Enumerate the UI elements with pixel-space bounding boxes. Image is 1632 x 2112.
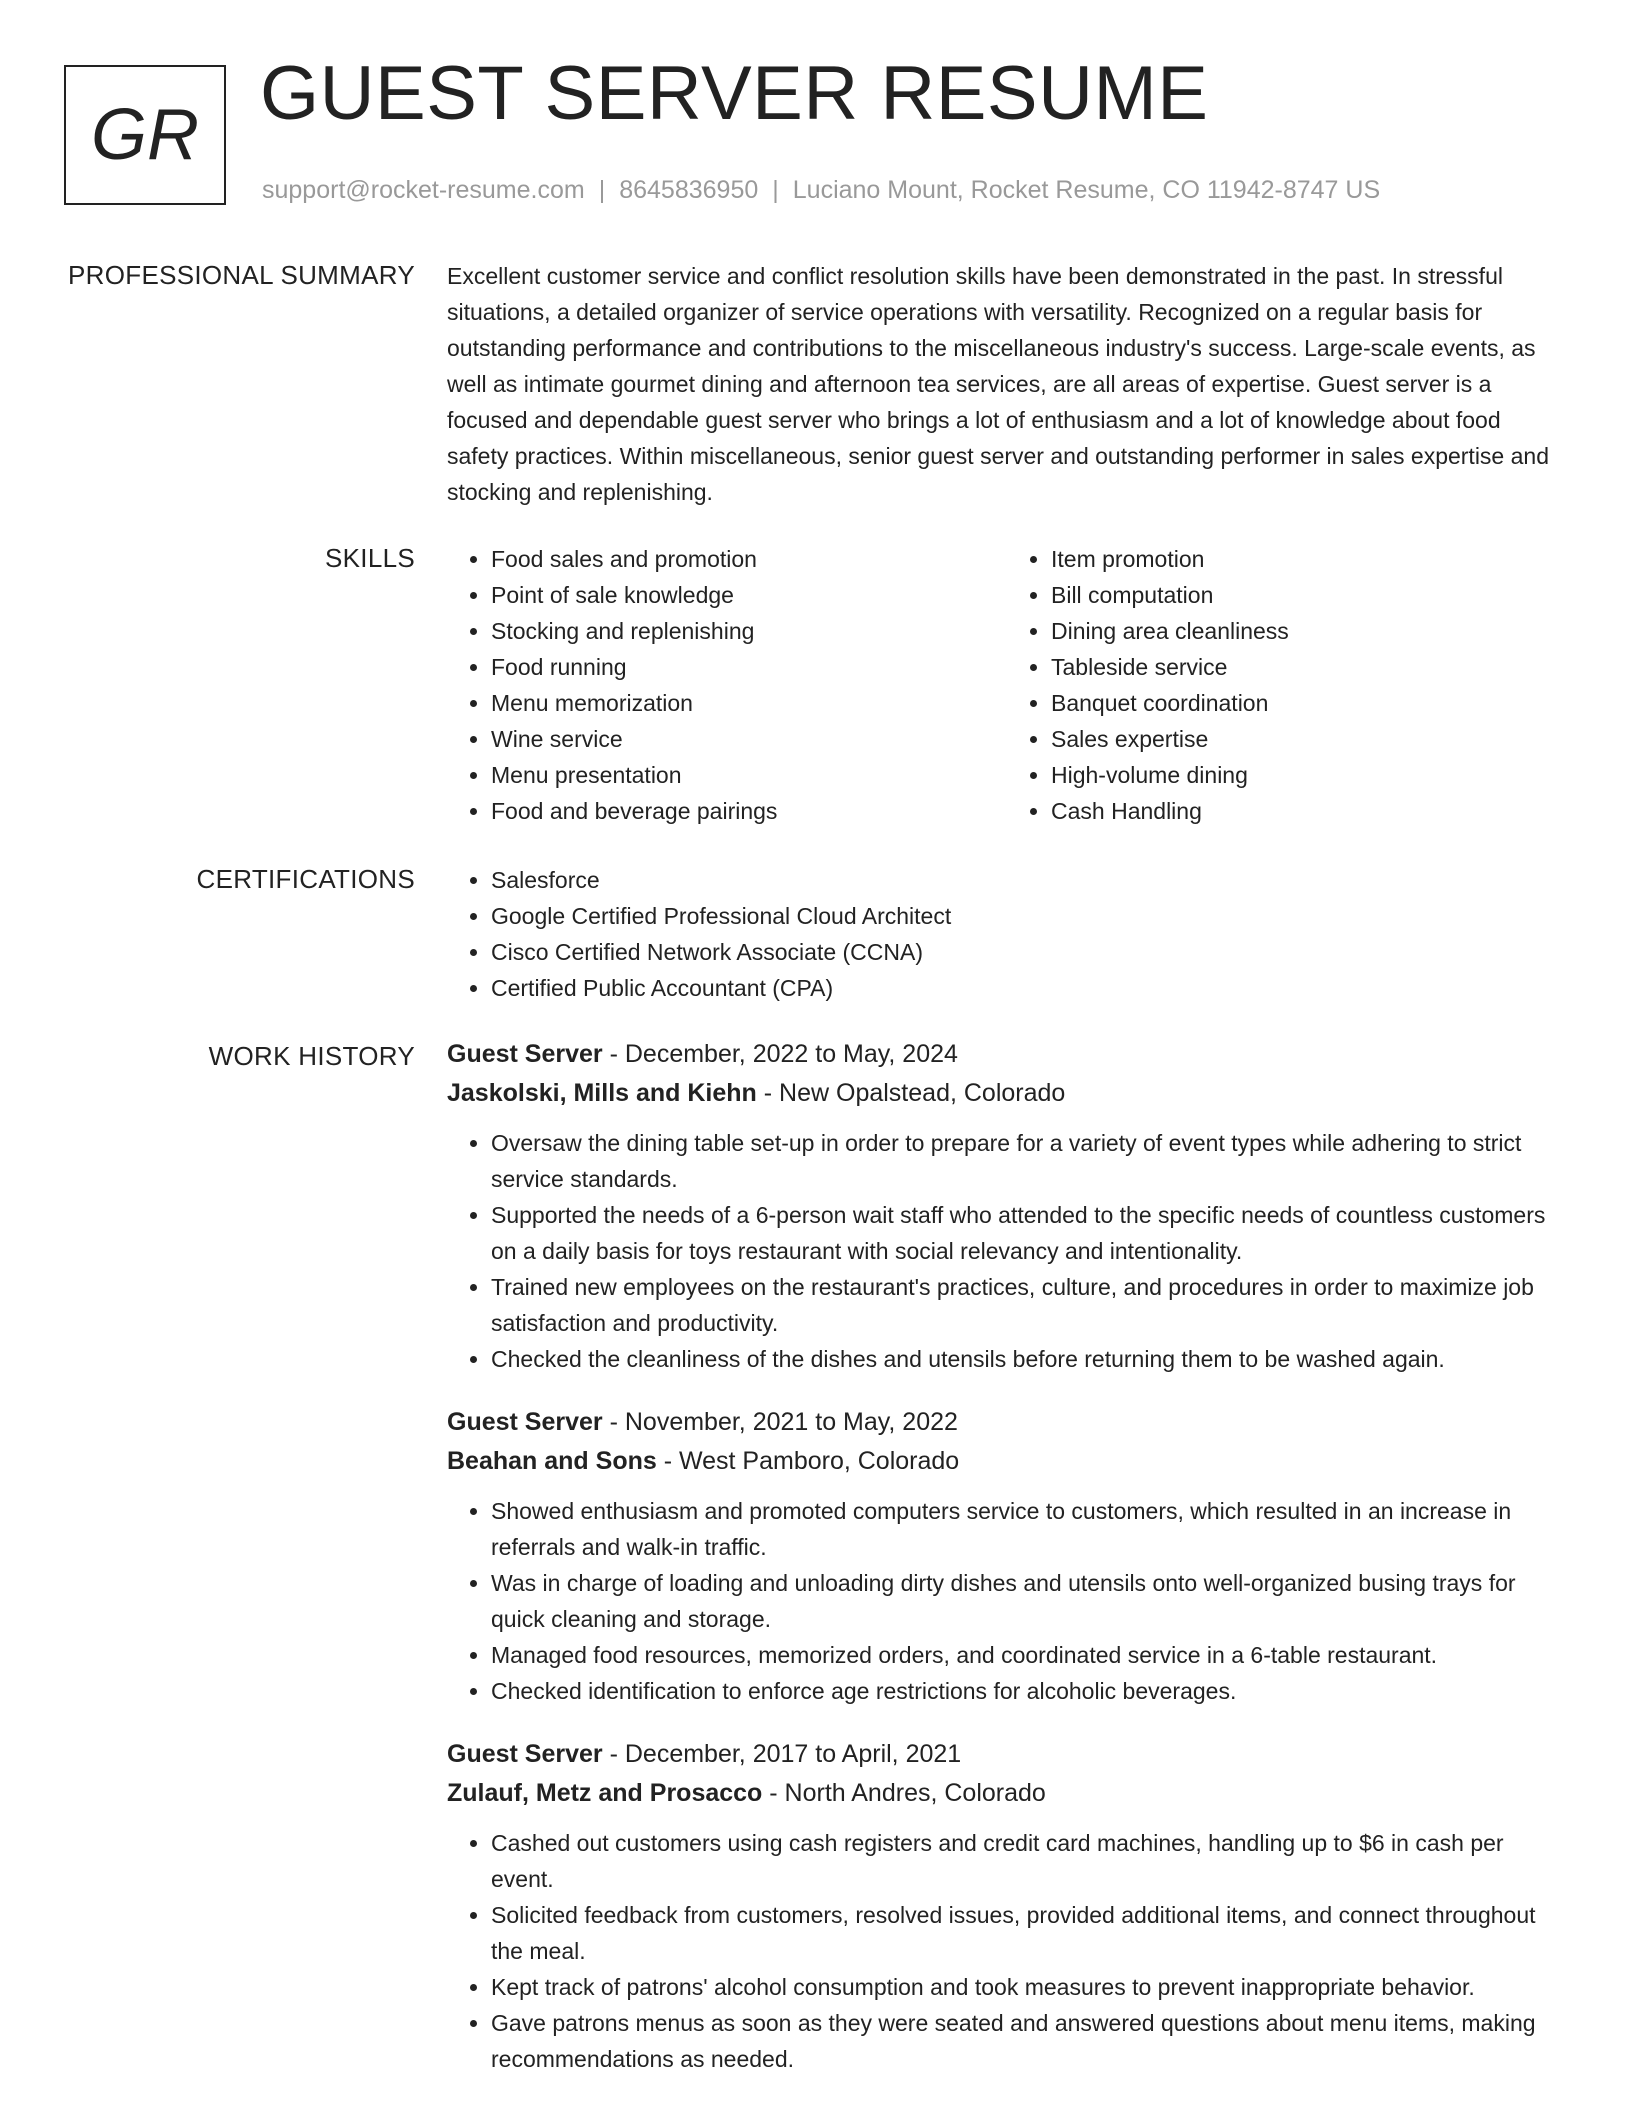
contact-address: Luciano Mount, Rocket Resume, CO 11942-8747 US [792, 176, 1381, 204]
skill-item: • Bill computation [1051, 577, 1567, 613]
certification-item: • Salesforce [491, 862, 1567, 898]
job-location: - West Pamboro, Colorado [656, 1447, 960, 1475]
skill-item: • Food sales and promotion [491, 541, 1007, 577]
skills-list [447, 541, 1567, 829]
job-duty-item: • Supported the needs of a 6-person wait staff who attended to the specific needs of countless customers on a daily basis for toys restaurant with social relevancy and intentionality. [491, 1197, 1567, 1269]
job-duty-item: • Checked the cleanliness of the dishes and utensils before returning them to be washed again. [491, 1341, 1567, 1377]
job-duty-item: • Was in charge of loading and unloading dirty dishes and utensils onto well-organized busing trays for quick cleaning and storage. [491, 1565, 1567, 1637]
skill-item: • Menu presentation [491, 757, 1007, 793]
job-entry [447, 1735, 1567, 2077]
certification-item: • Cisco Certified Network Associate (CCNA) [491, 934, 1567, 970]
contact-email[interactable]: support@rocket-resume.com [262, 176, 585, 204]
work-history-content [447, 1035, 1567, 2103]
job-company-line [447, 1774, 1567, 1813]
page-title: GUEST SERVER RESUME [260, 51, 1209, 136]
job-entry [447, 1403, 1567, 1709]
skill-item: • Cash Handling [1051, 793, 1567, 829]
job-duty-item: • Gave patrons menus as soon as they were seated and answered questions about menu items, making recommendations as needed. [491, 2005, 1567, 2077]
section-label-skills: SKILLS [325, 543, 415, 573]
job-title: Guest Server [447, 1740, 603, 1768]
job-dates: - December, 2022 to May, 2024 [602, 1040, 958, 1068]
skill-item: • Sales expertise [1051, 721, 1567, 757]
job-dates: - November, 2021 to May, 2022 [602, 1408, 958, 1436]
contact-separator: | [598, 176, 606, 204]
contact-line [262, 176, 1380, 205]
job-company: Jaskolski, Mills and Kiehn [447, 1079, 757, 1107]
skill-item: • Food and beverage pairings [491, 793, 1007, 829]
skill-item: • High-volume dining [1051, 757, 1567, 793]
job-title-line [447, 1735, 1567, 1774]
job-location: - North Andres, Colorado [762, 1779, 1046, 1807]
skill-item: • Stocking and replenishing [491, 613, 1007, 649]
skills-right-column [1007, 541, 1567, 829]
job-title: Guest Server [447, 1408, 603, 1436]
job-title-line [447, 1035, 1567, 1074]
job-duties-list [447, 1493, 1567, 1709]
skill-item: • Menu memorization [491, 685, 1007, 721]
skill-item: • Dining area cleanliness [1051, 613, 1567, 649]
job-company-line [447, 1442, 1567, 1481]
job-duty-item: • Solicited feedback from customers, resolved issues, provided additional items, and connect throughout the meal. [491, 1897, 1567, 1969]
summary-content [447, 258, 1567, 510]
job-duty-item: • Cashed out customers using cash registers and credit card machines, handling up to $6 in cash per event. [491, 1825, 1567, 1897]
skill-item: • Food running [491, 649, 1007, 685]
monogram-text: GR [91, 95, 199, 175]
job-duty-item: • Managed food resources, memorized orders, and coordinated service in a 6-table restaurant. [491, 1637, 1567, 1673]
job-company: Zulauf, Metz and Prosacco [447, 1779, 763, 1807]
job-duty-item: • Trained new employees on the restaurant's practices, culture, and procedures in order to maximize job satisfaction and productivity. [491, 1269, 1567, 1341]
monogram-logo [64, 65, 226, 205]
job-duties-list [447, 1125, 1567, 1377]
job-title-line [447, 1403, 1567, 1442]
skill-item: • Tableside service [1051, 649, 1567, 685]
job-duty-item: • Kept track of patrons' alcohol consumption and took measures to prevent inappropriate behavior. [491, 1969, 1567, 2005]
job-company: Beahan and Sons [447, 1447, 657, 1475]
job-entry [447, 1035, 1567, 1377]
job-title: Guest Server [447, 1040, 603, 1068]
skill-item: • Banquet coordination [1051, 685, 1567, 721]
certification-item: • Certified Public Accountant (CPA) [491, 970, 1567, 1006]
contact-phone[interactable]: 8645836950 [619, 176, 759, 204]
job-duty-item: • Checked identification to enforce age restrictions for alcoholic beverages. [491, 1673, 1567, 1709]
certifications-list [447, 862, 1567, 1006]
job-duty-item: • Showed enthusiasm and promoted computers service to customers, which resulted in an increase in referrals and walk-in traffic. [491, 1493, 1567, 1565]
certification-item: • Google Certified Professional Cloud Architect [491, 898, 1567, 934]
skills-left-column [447, 541, 1007, 829]
job-dates: - December, 2017 to April, 2021 [602, 1740, 962, 1768]
section-label-summary: PROFESSIONAL SUMMARY [68, 260, 415, 290]
job-company-line [447, 1074, 1567, 1113]
skill-item: • Wine service [491, 721, 1007, 757]
skill-item: • Item promotion [1051, 541, 1567, 577]
section-label-work-history: WORK HISTORY [208, 1041, 415, 1071]
job-location: - New Opalstead, Colorado [756, 1079, 1066, 1107]
certifications-content [447, 862, 1567, 1006]
section-label-certifications: CERTIFICATIONS [196, 864, 415, 894]
skill-item: • Point of sale knowledge [491, 577, 1007, 613]
contact-separator: | [772, 176, 779, 204]
job-duties-list [447, 1825, 1567, 2077]
summary-text: Excellent customer service and conflict resolution skills have been demonstrated in the past. In stressful situations, a detailed organizer of service operations with versatility. Recognized on a regular basis for outstanding performance and contributions to the miscellaneous industry's success. Large-scale events, as well as intimate gourmet dining and afternoon tea services, are all areas of expertise. Guest server is a focused and dependable guest server who brings a lot of enthusiasm and a lot of knowledge about food safety practices. Within miscellaneous, senior guest server and outstanding performer in sales expertise and stocking and replenishing. [447, 263, 1549, 505]
job-duty-item: • Oversaw the dining table set-up in order to prepare for a variety of event types while adhering to strict service standards. [491, 1125, 1567, 1197]
